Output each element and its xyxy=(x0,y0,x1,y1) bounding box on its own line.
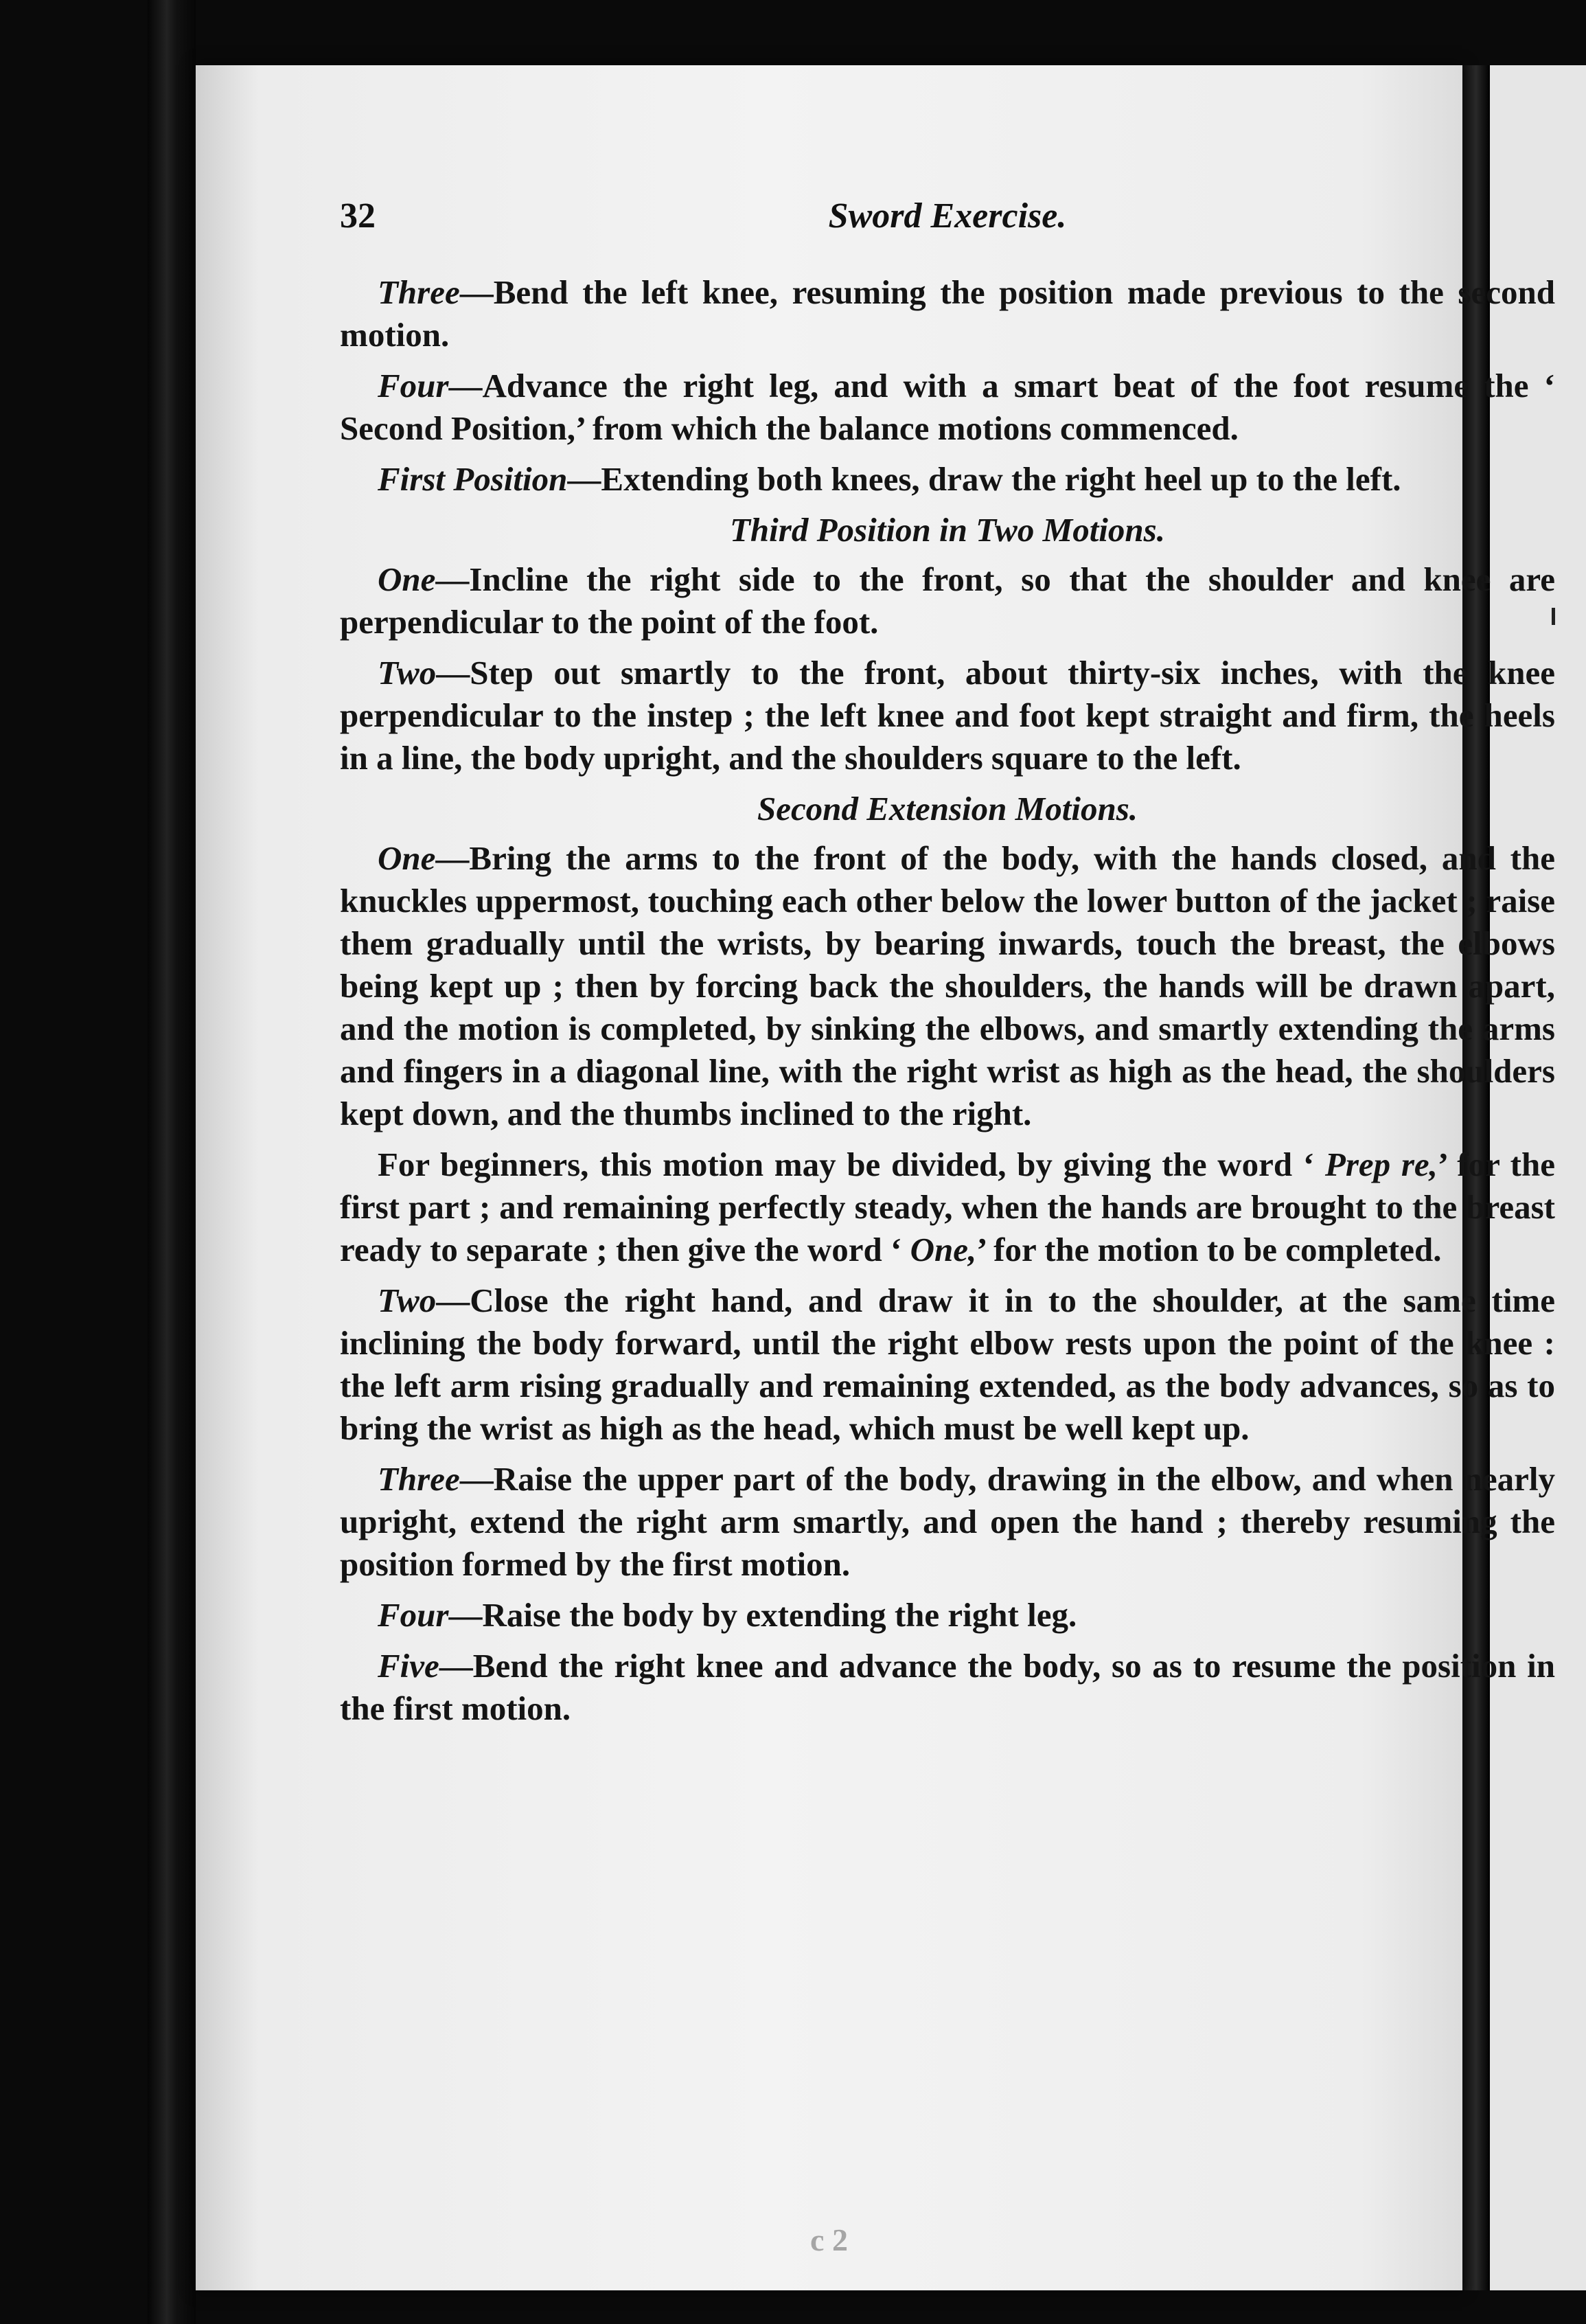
signature-mark: c 2 xyxy=(810,2222,848,2257)
word-of-command: Two xyxy=(378,654,437,692)
word-of-command: Four xyxy=(378,367,449,405)
word-of-command: Three xyxy=(378,1460,460,1498)
paragraph: One—Bring the arms to the front of the body, with the hands closed, and the knuckles uppermost, touching each other below the lower button of the jacket ; raise them gradually until the wrists, by bearing inwards, touch the breast, the elbows being kept up ; then by forcing back the shoulders, the hands will be drawn apart, and the motion is completed, by sinking the elbows, and smartly extending the arms and fingers in a diagonal line, with the right wrist as high as the head, the shoulders kept down, and the thumbs inclined to the right. xyxy=(340,839,1555,1132)
page-header xyxy=(340,196,1555,251)
section-heading: Second Extension Motions. xyxy=(757,790,1138,828)
word-of-command: One xyxy=(378,839,436,877)
paragraph: Three—Raise the upper part of the body, drawing in the elbow, and when nearly upright, extend the right arm smartly, and open the hand ; thereby resuming the position formed by the first motion. xyxy=(340,1460,1555,1583)
paragraph: Four—Advance the right leg, and with a smart beat of the foot resume the ‘ Second Position,’ from which the balance motions commenced. xyxy=(340,367,1555,447)
word-of-command: Prep re, xyxy=(1324,1146,1438,1183)
word-of-command: One, xyxy=(910,1231,977,1268)
book-page xyxy=(196,65,1555,2290)
word-of-command: First Position xyxy=(378,460,568,498)
book-spine xyxy=(148,0,196,2324)
paragraph: Two—Close the right hand, and draw it in to the shoulder, at the same time inclining the body forward, until the right elbow rests upon the point of the knee : the left arm rising gradually and remaining extended, as the body advances, so as to bring the wrist as high as the head, which must be well kept up. xyxy=(340,1281,1555,1447)
section-heading: Third Position in Two Motions. xyxy=(730,511,1165,549)
paragraph: For beginners, this motion may be divided, by giving the word ‘ Prep re,’ for the first part ; and remaining perfectly steady, when the hands are brought to the breast ready to separate ; then give the word ‘ One,’ for the motion to be completed. xyxy=(340,1146,1555,1268)
running-title: Sword Exercise. xyxy=(828,196,1067,236)
paragraph: First Position—Extending both knees, draw the right heel up to the left. xyxy=(378,460,1401,498)
paragraph: Four—Raise the body by extending the right leg. xyxy=(378,1596,1077,1634)
word-of-command: Four xyxy=(378,1596,449,1634)
word-of-command: Two xyxy=(378,1281,437,1319)
paragraph: One—Incline the right side to the front, so that the shoulder and knee are perpendicular to the point of the foot. xyxy=(340,560,1555,641)
word-of-command: One xyxy=(378,560,436,598)
paragraph: Five—Bend the right knee and advance the body, so as to resume the position in the first motion. xyxy=(340,1647,1555,1727)
page-number: 32 xyxy=(340,196,376,236)
page-body xyxy=(340,271,1555,1738)
word-of-command: Five xyxy=(378,1647,439,1685)
paragraph: Three—Bend the left knee, resuming the position made previous to the second motion. xyxy=(340,273,1555,354)
paragraph: Two—Step out smartly to the front, about thirty-six inches, with the knee perpendicular to the instep ; the left knee and foot kept straight and firm, the heels in a line, the body upright, and the shoulders square to the left. xyxy=(340,654,1555,777)
word-of-command: Three xyxy=(378,273,460,311)
